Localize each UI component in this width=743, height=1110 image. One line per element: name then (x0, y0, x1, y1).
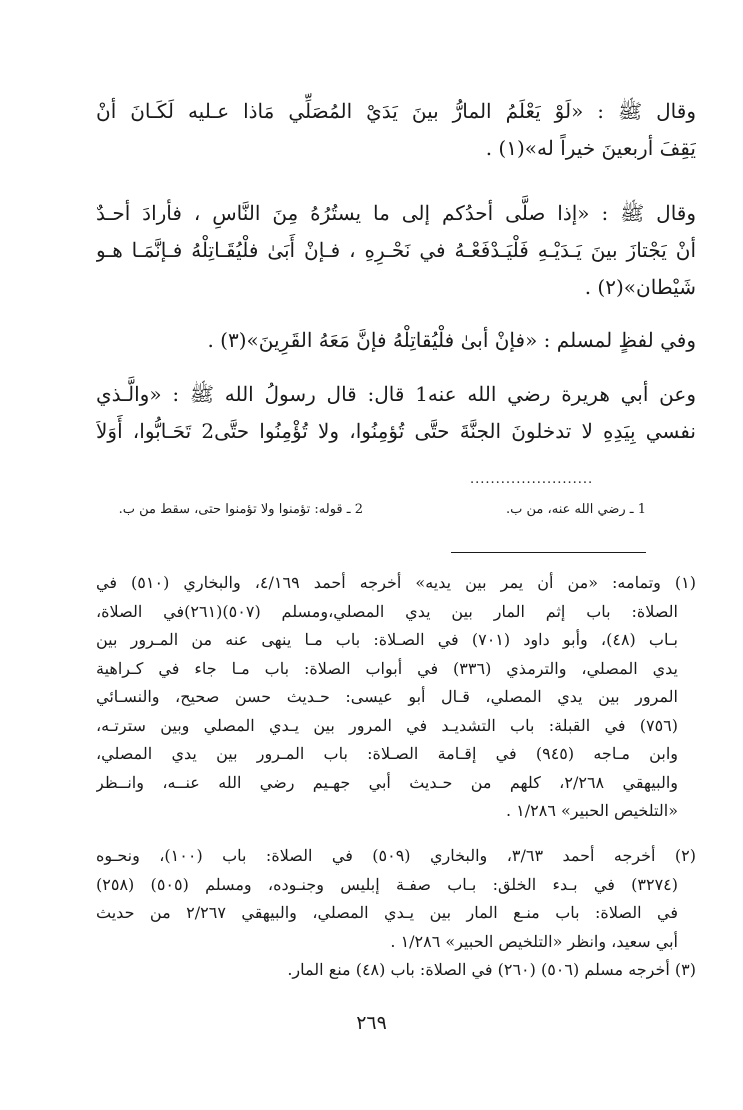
footnote-line: والبيهقي ٢/٢٦٨، كلهم من حـديث أبي جهـيم رضي الله عنــه، وانــظر (96, 772, 679, 792)
footnote-line: (٣) أخرجه مسلم (٥٠٦) (٢٦٠) في الصلاة: باب (٤٨) منع المار. (287, 960, 696, 979)
footnote-line: يدي المصلي، والترمذي (٣٣٦) في أبواب الصلاة: باب مـا جاء في كـراهية (96, 658, 679, 678)
text-line: أنْ يَجْتازَ بينَ يَـدَيْـهِ فَلْيَـدْفَعْـهُ في نَحْـرِهِ ، فـإنْ أَبَىٰ فلْيُقَـاتِلْهُ فـإنَّمَـا هـو (96, 238, 696, 262)
footnote-line: (٧٥٦) في القبلة: باب التشديـد في المرور بين يـدي المصلي وبين سترتـه، (96, 715, 678, 735)
footnote-line: أبي سعيد، وانظر «التلخيص الحبير» ١/٢٨٦ . (390, 931, 678, 951)
footnote-line: (٣٢٧٤) في بـدء الخلق: بـاب صفـة إبليس وجنـوده، ومسلم (٥٠٥) (٢٥٨) (96, 874, 679, 894)
footnote-line: بـاب (٤٨)، وأبو داود (٧٠١) في الصـلاة: باب مـا ينهى عنه من المـرور بين (96, 630, 679, 649)
paragraph-3 (96, 322, 696, 359)
footnote-line: المرور بين يدي المصلي، قـال أبو عيسى: حـديث حسن صحيح، والنسـائي (96, 687, 678, 706)
footnote-line: (٢) أخرجه أحمد ٣/٦٣، والبخاري (٥٠٩) في الصلاة: باب (١٠٠)، ونحـوه (96, 846, 696, 865)
footnote-divider (451, 552, 646, 553)
text-line: وعن أبي هريرة رضي الله عنه1 قال: قال رسولُ الله ﷺ : «والَّـذي (96, 382, 696, 406)
footnote-2 (96, 842, 696, 956)
page-number: ٢٦٩ (356, 1012, 387, 1034)
paragraph-1 (96, 93, 696, 167)
footnote-line: «التلخيص الحبير» ١/٢٨٦ . (505, 801, 678, 820)
text-line: نفسي بِيَدِهِ لا تدخلونَ الجنَّةَ حتَّى تُؤمِنُوا، ولا تُؤْمِنُوا حتَّى2 تَحَـابُّوا، أَوَلاَ (96, 419, 696, 443)
footnote-3 (96, 956, 696, 985)
text-line: وقال ﷺ : «لَوْ يَعْلَمُ المارُّ بينَ يَدَيْ المُصَلِّي مَاذا عـليه لَكَـانَ أنْ (96, 99, 696, 123)
text-line: يَقِفَ أربعينَ خيراً له»(١) . (485, 136, 696, 160)
text-line: وفي لفظٍ لمسلم : «فإنْ أبىٰ فلْيُقاتِلْهُ فإنَّ مَعَهُ القَرِينَ»(٣) . (207, 328, 696, 352)
dotted-separator: ........................ (470, 472, 594, 487)
footnote-line: الصلاة: باب إثم المار بين يدي المصلي،ومسلم (٥٠٧)(٢٦١)في الصلاة، (96, 601, 678, 621)
footnote-line: وابن مـاجه (٩٤٥) في إقـامة الصـلاة: باب المـرور بين يدي المصلي، (96, 744, 678, 763)
footnote-line: في الصلاة: باب منـع المار بين يـدي المصلي، والبيهقي ٢/٢٦٧ من حديث (96, 903, 679, 922)
footnote-line: (١) وتمامه: «من أن يمر بين يديه» أخرجه أحمد ٤/١٦٩، والبخاري (٥١٠) في (96, 573, 696, 592)
paragraph-4 (96, 376, 696, 450)
text-line: شَيْطان»(٢) . (584, 275, 696, 299)
paragraph-2 (96, 195, 696, 306)
manuscript-note-2: 2 ـ قوله: تؤمنوا ولا تؤمنوا حتى، سقط من ب. (118, 502, 363, 517)
text-line: وقال ﷺ : «إذا صلَّى أحدُكم إلى ما يستُرُهُ مِنَ النَّاسِ ، فأرادَ أحـدٌ (96, 201, 696, 225)
manuscript-note-1: 1 ـ رضي الله عنه، من ب. (506, 502, 646, 517)
footnote-1 (96, 569, 696, 826)
